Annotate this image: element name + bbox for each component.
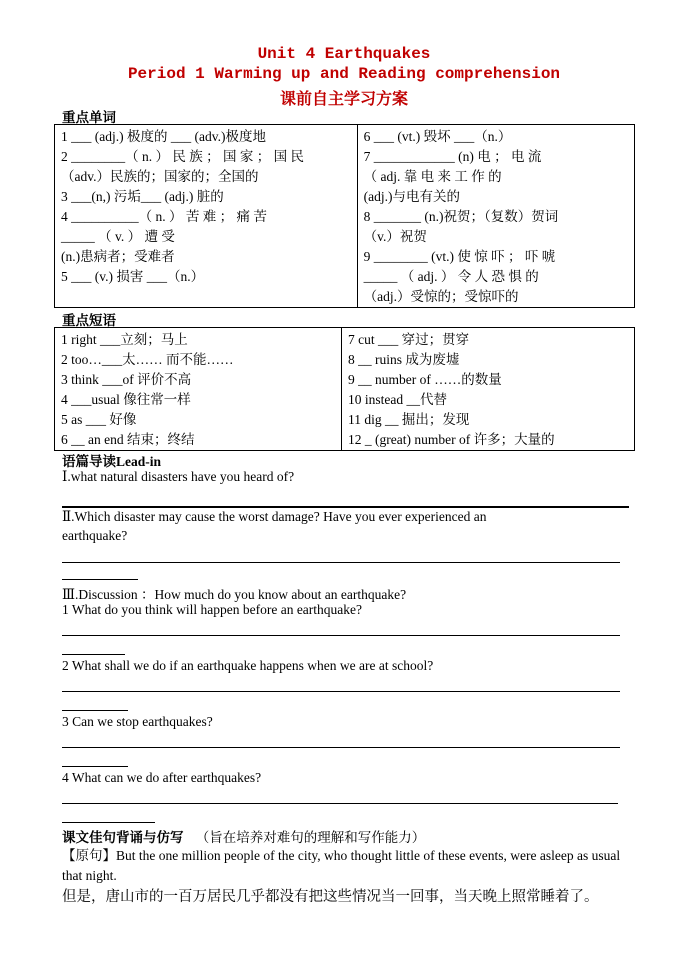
phrases-heading: 重点短语 bbox=[62, 313, 116, 329]
word-item: 7 ____________ (n) 电 ； 电 流 bbox=[363, 149, 542, 164]
words-left-cell bbox=[55, 125, 358, 308]
phrase-item: 2 too…___太…… 而不能…… bbox=[61, 352, 234, 367]
question-1: Ⅰ.what natural disasters have you heard of? bbox=[62, 469, 295, 484]
words-heading: 重点单词 bbox=[62, 110, 116, 126]
phrase-item: 1 right ___立刻；马上 bbox=[61, 332, 188, 347]
phrase-item: 4 ___usual 像往常一样 bbox=[61, 392, 191, 407]
words-table bbox=[54, 124, 635, 308]
period-title: Period 1 Warming up and Reading comprehension bbox=[127, 65, 561, 83]
sub-question-3: 3 Can we stop earthquakes? bbox=[62, 714, 213, 729]
original-label: 【原句】 bbox=[62, 848, 116, 864]
word-item: 6 ___ (vt.) 毁坏 ___（n.） bbox=[363, 129, 512, 144]
answer-line[interactable] bbox=[62, 822, 155, 823]
recite-note: （旨在培养对难句的理解和写作能力） bbox=[195, 830, 426, 846]
word-item: _____ （ v. ） 遭 受 bbox=[61, 229, 175, 244]
word-item: 3 ___(n,) 污垢___ (adj.) 脏的 bbox=[61, 189, 224, 204]
word-item: （adv.）民族的；国家的；全国的 bbox=[61, 169, 259, 184]
answer-line[interactable] bbox=[62, 654, 125, 655]
phrase-item: 9 __ number of ……的数量 bbox=[348, 372, 502, 387]
phrase-item: 10 instead __代替 bbox=[348, 392, 447, 407]
word-item: 4 __________（ n. ） 苦 难 ； 痛 苦 bbox=[61, 209, 267, 224]
sub-question-2: 2 What shall we do if an earthquake happens when we are at school? bbox=[62, 658, 434, 673]
sub-question-4: 4 What can we do after earthquakes? bbox=[62, 770, 262, 785]
word-item: （ adj. 靠 电 来 工 作 的 bbox=[363, 169, 502, 184]
translation: 但是，唐山市的一百万居民几乎都没有把这些情况当一回事，当天晚上照常睡着了。 bbox=[62, 889, 599, 905]
leadin-heading: 语篇导读Lead-in bbox=[62, 454, 162, 469]
phrases-table bbox=[54, 327, 635, 451]
phrase-item: 3 think ___of 评价不高 bbox=[61, 372, 192, 387]
answer-line[interactable] bbox=[62, 747, 620, 748]
phrases-left-cell bbox=[55, 328, 342, 451]
original-sentence bbox=[62, 846, 624, 886]
word-item: _____ （ adj. ） 令 人 恐 惧 的 bbox=[363, 269, 539, 284]
question-3: Ⅲ.Discussion ：How much do you know about an earthquake? bbox=[62, 587, 407, 602]
words-right-cell bbox=[357, 125, 634, 308]
phrase-item: 6 __ an end 结束；终结 bbox=[61, 432, 195, 447]
phrase-item: 8 __ ruins 成为废墟 bbox=[348, 352, 460, 367]
recite-heading-row bbox=[62, 826, 425, 846]
plan-title: 课前自主学习方案 bbox=[279, 89, 408, 108]
original-text: But the one million people of the city, who thought little of these events, were asleep as usual that night. bbox=[62, 848, 621, 883]
answer-line[interactable] bbox=[62, 803, 618, 804]
question-2-cont: earthquake? bbox=[62, 528, 128, 543]
word-item: 9 ________ (vt.) 使 惊 吓 ； 吓 唬 bbox=[363, 249, 556, 264]
sub-question-1: 1 What do you think will happen before an earthquake? bbox=[62, 602, 363, 617]
answer-line[interactable] bbox=[62, 506, 629, 508]
word-item: 2 ________（ n. ） 民 族 ； 国 家 ； 国 民 bbox=[61, 149, 304, 164]
phrase-item: 7 cut ___ 穿过；贯穿 bbox=[348, 332, 470, 347]
answer-line[interactable] bbox=[62, 562, 620, 563]
question-2: Ⅱ.Which disaster may cause the worst damage? Have you ever experienced an bbox=[62, 509, 487, 524]
word-item: （adj.）受惊的；受惊吓的 bbox=[363, 289, 519, 304]
answer-line[interactable] bbox=[62, 691, 620, 692]
word-item: 1 ___ (adj.) 极度的 ___ (adv.)极度地 bbox=[61, 129, 266, 144]
word-item: (adj.)与电有关的 bbox=[363, 189, 460, 204]
word-item: 8 _______ (n.)祝贺；（复数）贺词 bbox=[363, 209, 559, 224]
word-item: (n.)患病者；受难者 bbox=[61, 249, 175, 264]
phrases-right-cell bbox=[342, 328, 635, 451]
answer-line[interactable] bbox=[62, 766, 128, 767]
word-item: 5 ___ (v.) 损害 ___（n.） bbox=[61, 269, 205, 284]
phrase-item: 11 dig __ 掘出；发现 bbox=[348, 412, 470, 427]
answer-line[interactable] bbox=[62, 635, 620, 636]
phrase-item: 5 as ___ 好像 bbox=[61, 412, 137, 427]
unit-title: Unit 4 Earthquakes bbox=[257, 45, 431, 63]
word-item: （v.）祝贺 bbox=[363, 229, 427, 244]
answer-line[interactable] bbox=[62, 579, 138, 580]
answer-line[interactable] bbox=[62, 710, 128, 711]
phrase-item: 12 _ (great) number of 许多；大量的 bbox=[348, 432, 555, 447]
recite-heading: 课文佳句背诵与仿写 bbox=[62, 830, 184, 846]
